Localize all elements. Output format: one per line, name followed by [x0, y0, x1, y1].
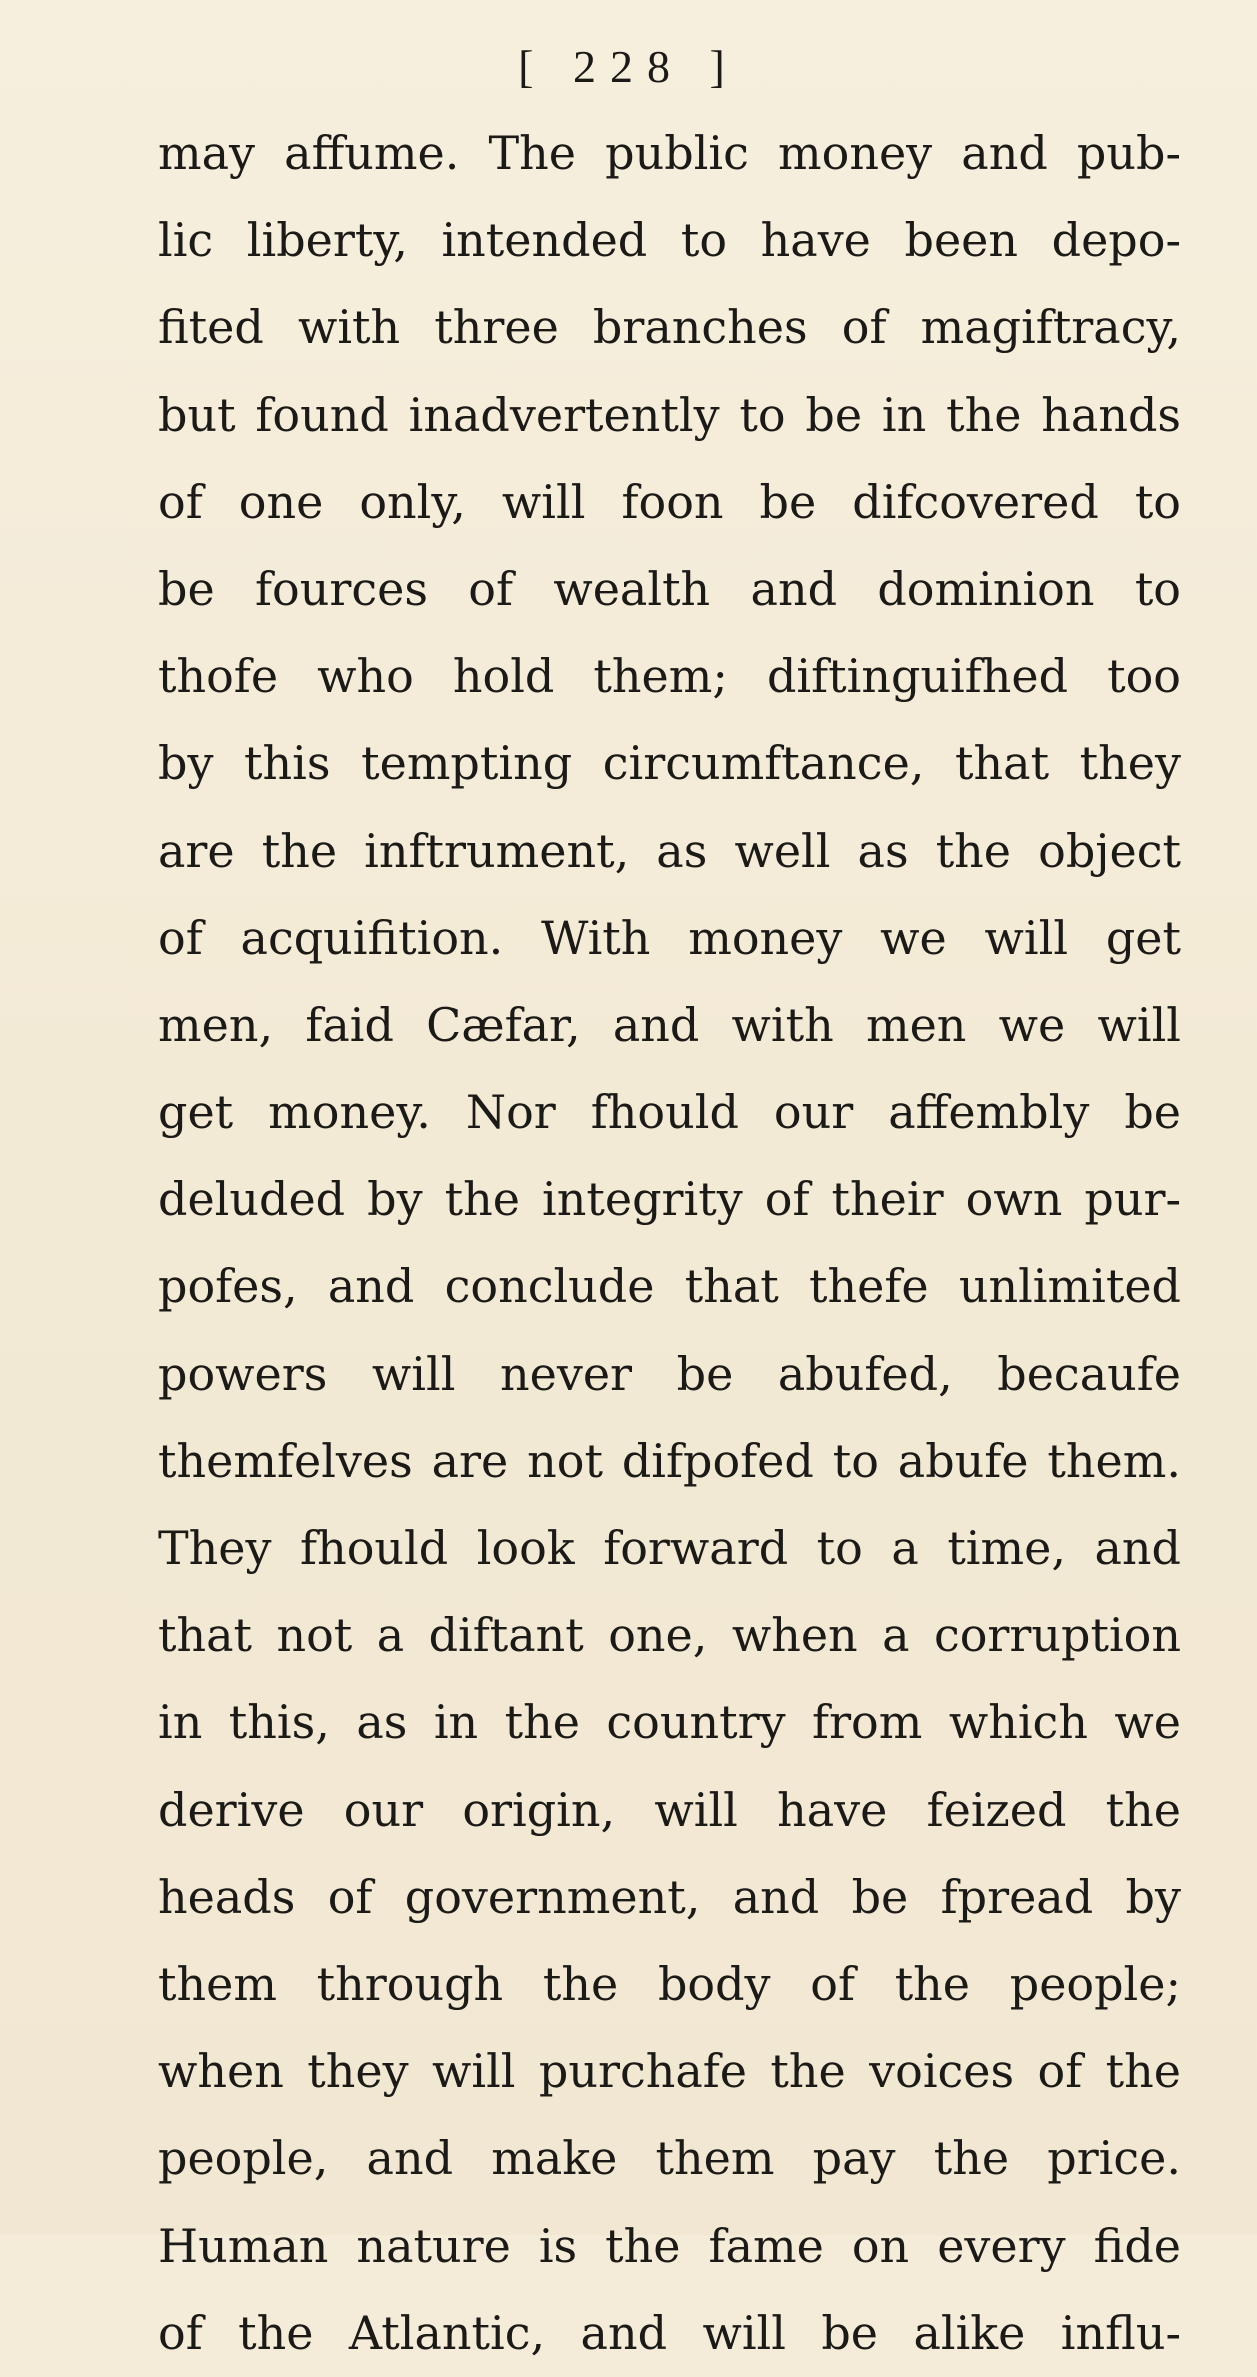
text-line: in this, as in the country from which we: [158, 1695, 1181, 1750]
text-line: that not a diftant one, when a corruption: [158, 1608, 1181, 1663]
text-line: people, and make them pay the price.: [158, 2131, 1181, 2186]
text-line: get money. Nor fhould our affembly be: [158, 1085, 1181, 1140]
text-line: are the inftrument, as well as the object: [158, 823, 1181, 878]
text-line: thofe who hold them; diftinguifhed too: [158, 649, 1181, 704]
text-line: lic liberty, intended to have been depo-: [158, 213, 1181, 268]
text-line: when they will purchafe the voices of the: [158, 2044, 1181, 2099]
text-line: but found inadvertently to be in the hands: [158, 387, 1181, 442]
text-line: deluded by the integrity of their own pur-: [158, 1172, 1181, 1227]
text-line: by this tempting circumftance, that they: [158, 736, 1181, 791]
text-line: fited with three branches of magiftracy,: [158, 300, 1181, 355]
body-text: [158, 110, 1181, 2377]
text-line: They fhould look forward to a time, and: [158, 1521, 1181, 1575]
text-line: derive our origin, will have feized the: [158, 1782, 1181, 1837]
text-line: them through the body of the people;: [158, 1956, 1181, 2011]
text-line: be fources of wealth and dominion to: [158, 561, 1181, 616]
text-line: of one only, will foon be difcovered to: [158, 474, 1181, 529]
text-line: may affume. The public money and pub-: [158, 126, 1181, 180]
text-line: Human nature is the fame on every fide: [158, 2218, 1181, 2273]
page-number: [ 228 ]: [518, 41, 739, 92]
text-line: men, faid Cæfar, and with men we will: [158, 997, 1181, 1052]
text-line: heads of government, and be fpread by: [158, 1869, 1181, 1924]
text-line: of acquifition. With money we will get: [158, 910, 1181, 965]
text-line: pofes, and conclude that thefe unlimited: [158, 1259, 1181, 1314]
text-line: powers will never be abufed, becaufe: [158, 1346, 1181, 1401]
text-line: of the Atlantic, and will be alike influ-: [158, 2305, 1181, 2360]
text-line: themfelves are not difpofed to abufe them.: [158, 1433, 1181, 1488]
